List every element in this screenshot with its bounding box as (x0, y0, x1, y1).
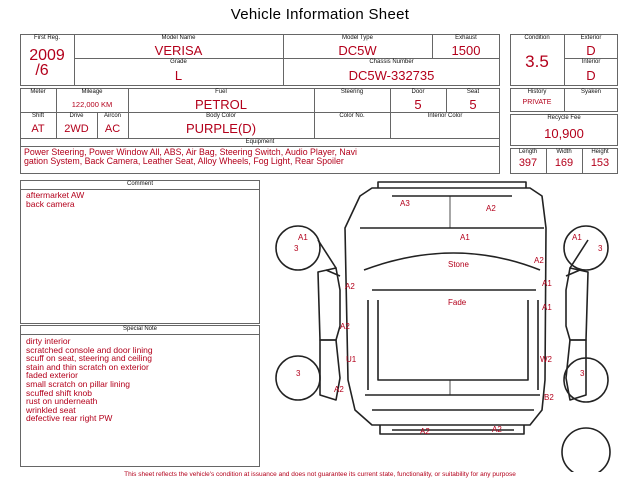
shift-value: AT (31, 123, 45, 135)
exterior-label: Exterior (580, 35, 602, 41)
mileage-value: 122,000 KM (71, 100, 113, 109)
damage-mark: A2 (486, 204, 496, 213)
mileage-label: Mileage (81, 89, 103, 95)
grade-value: L (174, 68, 183, 83)
damage-mark: A3 (400, 199, 410, 208)
damage-mark: Fade (448, 298, 467, 307)
disclaimer: This sheet reflects the vehicle's condition at issuance and does not guarantee its current state, functionality, or suitability for any purpose (124, 471, 516, 478)
seat-value: 5 (469, 97, 477, 112)
damage-mark: 3 (294, 244, 299, 253)
damage-mark: A2 (492, 425, 502, 434)
seat-label: Seat (466, 89, 480, 95)
special-note-line: scuff on seat, steering and ceiling (26, 353, 153, 364)
damage-mark: 3 (296, 369, 301, 378)
width-value: 169 (554, 157, 574, 169)
page-title: Vehicle Information Sheet (230, 6, 410, 23)
door-value: 5 (414, 97, 422, 112)
body-color-value: PURPLE(D) (185, 121, 257, 136)
interior-label: Interior (581, 59, 601, 65)
steering-label: Steering (340, 89, 364, 95)
grade-label: Grade (170, 59, 187, 65)
damage-mark: 3 (580, 369, 585, 378)
length-label: Length (518, 149, 538, 155)
special-note-line: rust on underneath (26, 396, 98, 407)
height-label: Height (591, 149, 609, 155)
chassis-number-label: Chassis Number (369, 59, 414, 65)
model-name-label: Model Name (161, 35, 196, 41)
exhaust-label: Exhaust (455, 35, 477, 41)
equipment-label: Equipment (245, 139, 275, 145)
chassis-number-value: DC5W-332735 (348, 68, 435, 83)
special-note-line: faded exterior (26, 370, 78, 381)
rear-left-wheel (276, 356, 320, 400)
special-note-line: dirty interior (26, 336, 71, 346)
special-note-line: wrinkled seat (26, 404, 76, 415)
equipment-line-1: Power Steering, Power Window All, ABS, Air Bag, Steering Switch, Audio Player, Navi (24, 147, 357, 157)
damage-mark: A1 (460, 233, 470, 242)
model-name-value: VERISA (154, 43, 203, 58)
recycle-fee-value: 10,900 (544, 126, 584, 141)
first-reg-month: /6 (35, 62, 49, 79)
syaken-label: Syaken (580, 89, 601, 95)
aircon-label: Aircon (103, 113, 121, 119)
damage-mark: A2 (340, 322, 350, 331)
damage-mark: 3 (598, 244, 603, 253)
history-label: History (527, 89, 547, 95)
drive-label: Drive (69, 113, 84, 119)
exterior-value: D (586, 43, 596, 58)
meter-label: Meter (30, 89, 46, 95)
damage-mark: A2 (420, 427, 430, 436)
door-label: Door (411, 89, 425, 95)
interior-value: D (586, 68, 596, 83)
damage-mark: A1 (542, 303, 552, 312)
special-note-line: scratched console and door lining (26, 344, 153, 355)
model-type-value: DC5W (338, 43, 377, 58)
damage-mark: Stone (448, 260, 469, 269)
damage-mark: A2 (334, 385, 344, 394)
special-note-label: Special Note (122, 326, 158, 332)
fuel-label: Fuel (215, 89, 227, 95)
color-no-label: Color No. (339, 113, 365, 119)
equipment-line-2: gation System, Back Camera, Leather Seat, Alloy Wheels, Fog Light, Rear Spoiler (24, 156, 344, 166)
damage-mark: A1 (542, 279, 552, 288)
damage-mark: A2 (345, 282, 355, 291)
width-label: Width (556, 149, 572, 155)
aircon-value: AC (104, 123, 121, 135)
interior-color-label: Interior Color (427, 113, 463, 119)
model-type-label: Model Type (342, 35, 373, 41)
special-note-list (26, 337, 153, 423)
first-reg-year: 2009 (29, 47, 65, 64)
special-note-line: defective rear right PW (26, 413, 113, 424)
special-note-line: scuffed shift knob (26, 387, 92, 398)
spare-wheel (562, 428, 610, 472)
comment-label: Comment (126, 181, 153, 187)
comment-line: back camera (26, 198, 75, 209)
damage-mark: A1 (298, 233, 308, 242)
condition-value: 3.5 (525, 52, 549, 71)
damage-mark: A2 (534, 256, 544, 265)
comment-line: aftermarket AW (26, 190, 85, 200)
comment-list (26, 191, 84, 208)
special-note-line: stain and thin scratch on exterior (26, 361, 149, 372)
special-note-line: small scratch on pillar lining (26, 378, 130, 389)
car-inspection-diagram (262, 176, 632, 472)
exhaust-value: 1500 (451, 43, 481, 58)
condition-label: Condition (524, 35, 550, 41)
length-value: 397 (518, 157, 538, 169)
damage-mark: U1 (346, 355, 357, 364)
damage-mark: W2 (540, 355, 552, 364)
recycle-fee-label: Recycle Fee (547, 115, 581, 121)
first-reg-label: First Reg. (33, 35, 60, 41)
history-value: PRIVATE (522, 99, 552, 106)
body-color-label: Body Color (206, 113, 236, 119)
damage-mark: B2 (544, 393, 554, 402)
shift-label: Shift (31, 113, 44, 119)
damage-mark: A1 (572, 233, 582, 242)
fuel-value: PETROL (194, 97, 247, 112)
height-value: 153 (590, 157, 610, 169)
drive-value: 2WD (64, 123, 89, 135)
